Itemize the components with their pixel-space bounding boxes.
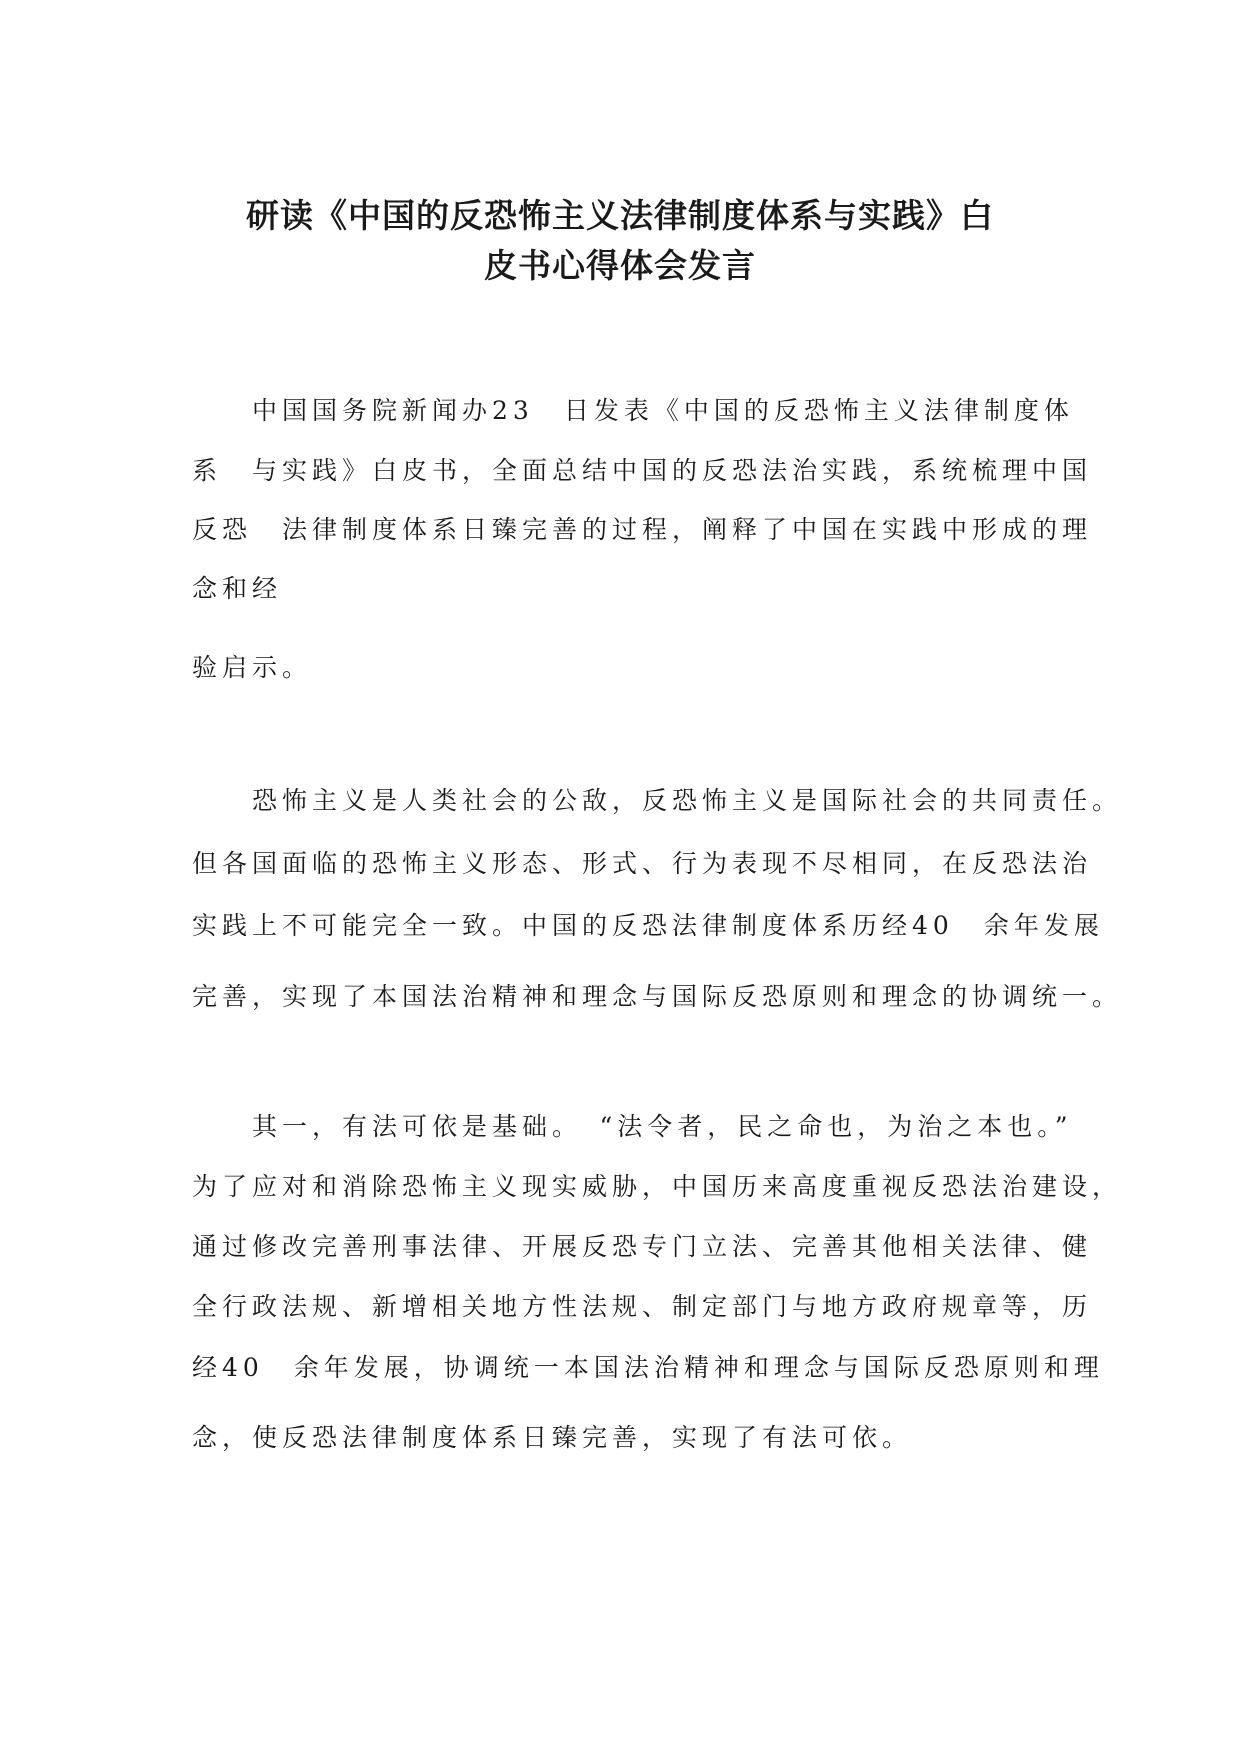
document-title-line-2: 皮书心得体会发言 bbox=[484, 246, 756, 285]
paragraph-3-line-6: 念，使反恐法律制度体系日臻完善，实现了有法可依。 bbox=[192, 1423, 913, 1452]
paragraph-3-line-1: 其一，有法可依是基础。 “法令者，民之命也，为治之本也。” bbox=[192, 1112, 1073, 1141]
document-title-line-1: 研读《中国的反恐怖主义法律制度体系与实践》白 bbox=[246, 196, 994, 235]
paragraph-1-line-5: 验启示。 bbox=[192, 653, 313, 682]
paragraph-1-line-3: 反恐 法律制度体系日臻完善的过程，阐释了中国在实践中形成的理 bbox=[192, 515, 1093, 544]
paragraph-2-line-4: 完善，实现了本国法治精神和理念与国际反恐原则和理念的协调统一。 bbox=[192, 982, 1123, 1011]
paragraph-3-line-5: 经40 余年发展，协调统一本国法治精神和理念与国际反恐原则和理 bbox=[192, 1353, 1104, 1382]
paragraph-3-line-2: 为了应对和消除恐怖主义现实威胁，中国历来高度重视反恐法治建设， bbox=[192, 1172, 1123, 1201]
paragraph-2-line-2: 但各国面临的恐怖主义形态、形式、行为表现不尽相同，在反恐法治 bbox=[192, 849, 1093, 878]
paragraph-3-line-4: 全行政法规、新增相关地方性法规、制定部门与地方政府规章等，历 bbox=[192, 1292, 1093, 1321]
paragraph-3-line-3: 通过修改完善刑事法律、开展反恐专门立法、完善其他相关法律、健 bbox=[192, 1232, 1093, 1261]
paragraph-2-line-1: 恐怖主义是人类社会的公敌，反恐怖主义是国际社会的共同责任。 bbox=[192, 786, 1123, 815]
paragraph-1-line-2: 系 与实践》白皮书，全面总结中国的反恐法治实践，系统梳理中国 bbox=[192, 456, 1093, 485]
paragraph-1-line-4: 念和经 bbox=[192, 574, 283, 603]
paragraph-2-line-3: 实践上不可能完全一致。中国的反恐法律制度体系历经40 余年发展 bbox=[192, 911, 1104, 940]
paragraph-1-line-1: 中国国务院新闻办23 日发表《中国的反恐怖主义法律制度体 bbox=[192, 396, 1074, 425]
